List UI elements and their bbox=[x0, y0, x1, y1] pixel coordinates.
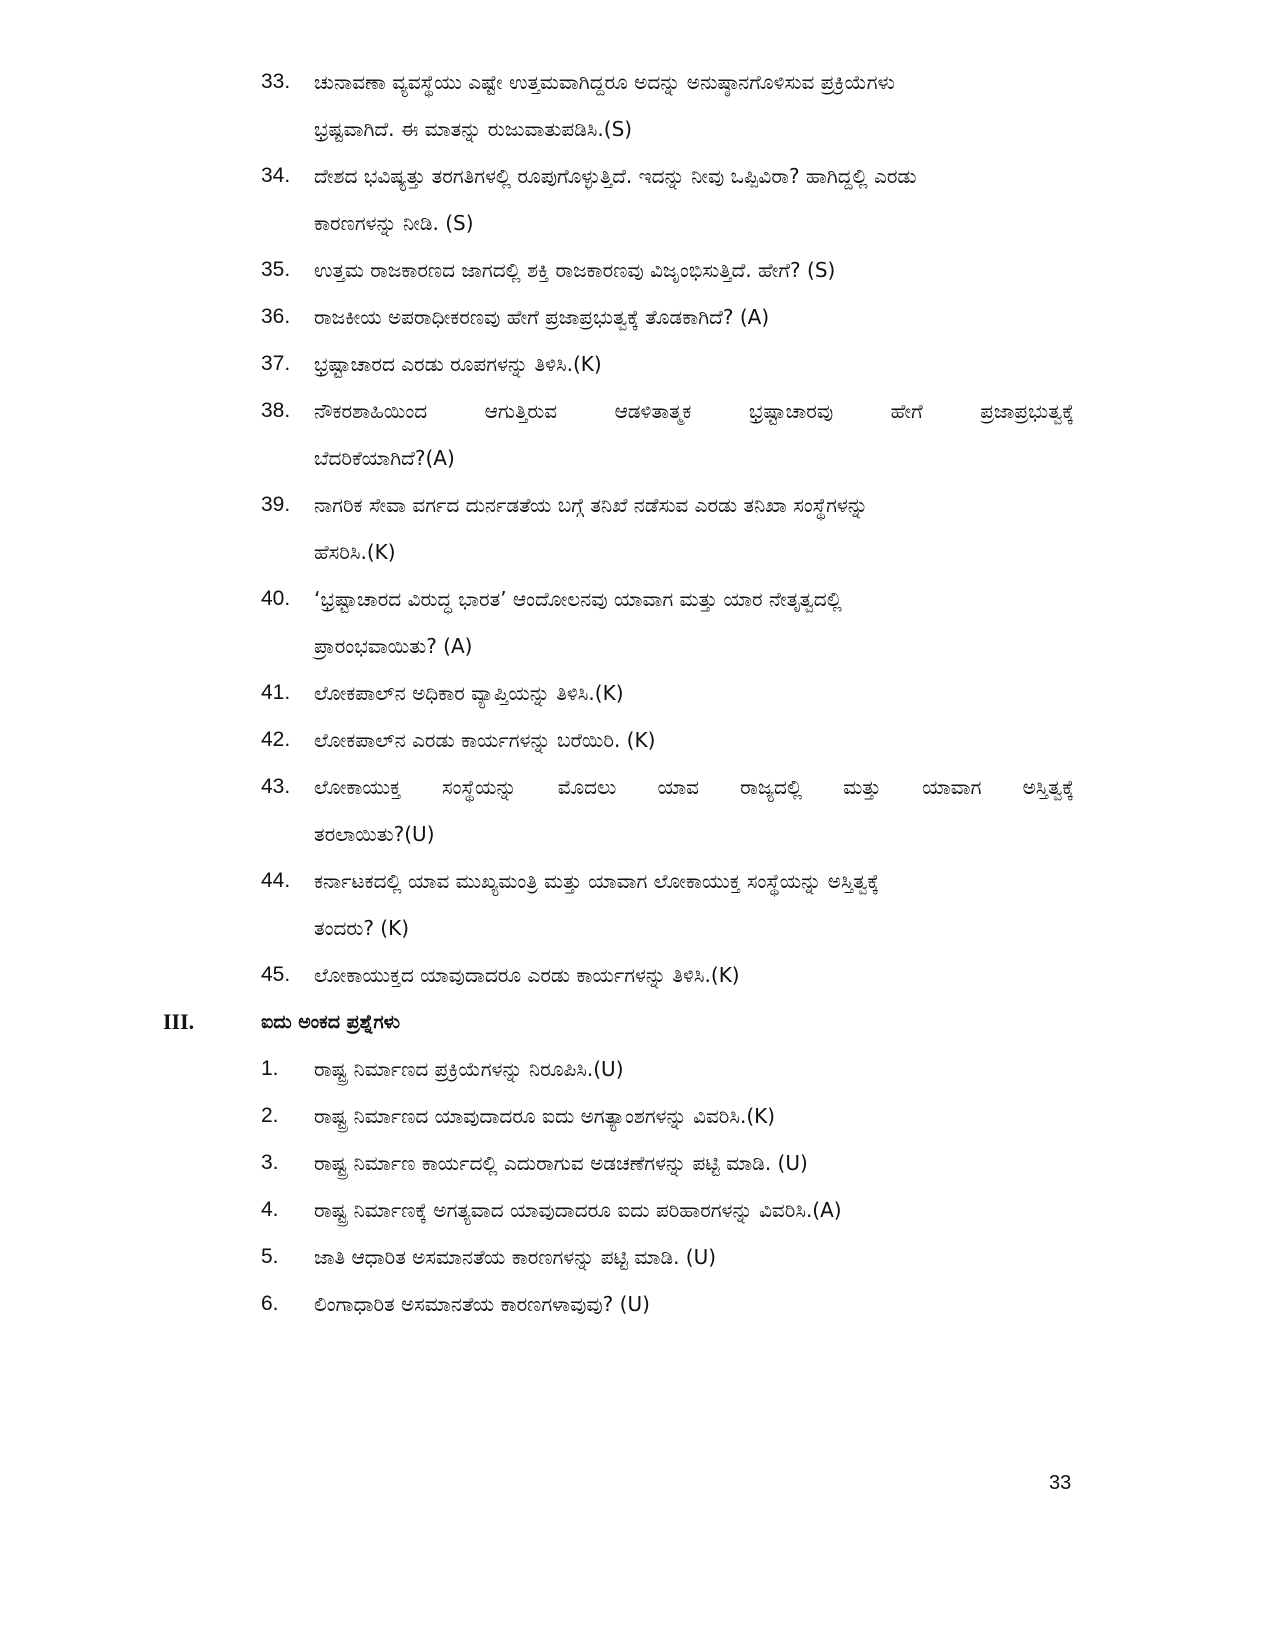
question-number: 37. bbox=[261, 352, 291, 375]
question-text-line: ತಂದರು? (K) bbox=[314, 916, 410, 940]
question-text-line: ‘ಭ್ರಷ್ಟಾಚಾರದ ವಿರುದ್ಧ ಭಾರತ’ ಆಂದೋಲನವು ಯಾವಾಗ ಮತ್ತು ಯಾರ ನೇತೃತ್ವದಲ್ಲಿ bbox=[314, 587, 842, 611]
question-text-line: ಉತ್ತಮ ರಾಜಕಾರಣದ ಜಾಗದಲ್ಲಿ ಶಕ್ತಿ ರಾಜಕಾರಣವು ವಿಜೃಂಭಿಸುತ್ತಿದೆ. ಹೇಗೆ? (S) bbox=[314, 258, 836, 282]
question-number: 39. bbox=[261, 493, 291, 516]
question-number: 35. bbox=[261, 258, 291, 281]
question-number: 41. bbox=[261, 681, 291, 704]
question-text-line: ಲೋಕಾಯುಕ್ತ ಸಂಸ್ಥೆಯನ್ನು ಮೊದಲು ಯಾವ ರಾಜ್ಯದಲ್ಲಿ ಮತ್ತು ಯಾವಾಗ ಅಸ್ತಿತ್ವಕ್ಕೆ bbox=[314, 775, 1074, 799]
question-text-line: ಹೆಸರಿಸಿ.(K) bbox=[314, 540, 396, 564]
question-text-line: ಭ್ರಷ್ಟವಾಗಿದೆ. ಈ ಮಾತನ್ನು ರುಜುವಾತುಪಡಿಸಿ.(S) bbox=[314, 117, 633, 141]
question-text-line: ಕರ್ನಾಟಕದಲ್ಲಿ ಯಾವ ಮುಖ್ಯಮಂತ್ರಿ ಮತ್ತು ಯಾವಾಗ ಲೋಕಾಯುಕ್ತ ಸಂಸ್ಥೆಯನ್ನು ಅಸ್ತಿತ್ವಕ್ಕೆ bbox=[314, 869, 880, 893]
question-text-line: ರಾಷ್ಟ್ರ ನಿರ್ಮಾಣ ಕಾರ್ಯದಲ್ಲಿ ಎದುರಾಗುವ ಅಡಚಣೆಗಳನ್ನು ಪಟ್ಟಿ ಮಾಡಿ. (U) bbox=[314, 1151, 808, 1175]
question-number: 1. bbox=[261, 1057, 279, 1080]
question-number: 4. bbox=[261, 1198, 279, 1221]
question-number: 38. bbox=[261, 399, 291, 422]
question-text-line: ಜಾತಿ ಆಧಾರಿತ ಅಸಮಾನತೆಯ ಕಾರಣಗಳನ್ನು ಪಟ್ಟಿ ಮಾಡಿ. (U) bbox=[314, 1245, 717, 1269]
question-number: 44. bbox=[261, 869, 291, 892]
question-text-line: ತರಲಾಯಿತು?(U) bbox=[314, 822, 435, 846]
question-text-line: ರಾಜಕೀಯ ಅಪರಾಧೀಕರಣವು ಹೇಗೆ ಪ್ರಜಾಪ್ರಭುತ್ವಕ್ಕೆ ತೊಡಕಾಗಿದೆ? (A) bbox=[314, 305, 770, 329]
section-title: ಐದು ಅಂಕದ ಪ್ರಶ್ನೆಗಳು bbox=[261, 1011, 400, 1033]
page-number: 33 bbox=[1049, 1472, 1072, 1494]
question-number: 33. bbox=[261, 70, 291, 93]
question-number: 3. bbox=[261, 1151, 279, 1174]
question-text-line: ಪ್ರಾರಂಭವಾಯಿತು? (A) bbox=[314, 634, 473, 658]
question-text-line: ಬೆದರಿಕೆಯಾಗಿದೆ?(A) bbox=[314, 446, 455, 470]
question-number: 36. bbox=[261, 305, 291, 328]
question-text-line: ಭ್ರಷ್ಟಾಚಾರದ ಎರಡು ರೂಪಗಳನ್ನು ತಿಳಿಸಿ.(K) bbox=[314, 352, 602, 376]
question-number: 5. bbox=[261, 1245, 279, 1268]
question-text-line: ರಾಷ್ಟ್ರ ನಿರ್ಮಾಣಕ್ಕೆ ಅಗತ್ಯವಾದ ಯಾವುದಾದರೂ ಐದು ಪರಿಹಾರಗಳನ್ನು ವಿವರಿಸಿ.(A) bbox=[314, 1198, 842, 1222]
question-text-line: ರಾಷ್ಟ್ರ ನಿರ್ಮಾಣದ ಯಾವುದಾದರೂ ಐದು ಅಗತ್ಯಾಂಶಗಳನ್ನು ವಿವರಿಸಿ.(K) bbox=[314, 1104, 776, 1128]
question-number: 2. bbox=[261, 1104, 279, 1127]
question-number: 40. bbox=[261, 587, 291, 610]
question-number: 34. bbox=[261, 164, 291, 187]
question-text-line: ಚುನಾವಣಾ ವ್ಯವಸ್ಥೆಯು ಎಷ್ಟೇ ಉತ್ತಮವಾಗಿದ್ದರೂ ಅದನ್ನು ಅನುಷ್ಠಾನಗೊಳಿಸುವ ಪ್ರಕ್ರಿಯೆಗಳು bbox=[314, 70, 895, 94]
question-text-line: ಲೋಕಪಾಲ್‌ನ ಎರಡು ಕಾರ್ಯಗಳನ್ನು ಬರೆಯಿರಿ. (K) bbox=[314, 728, 656, 752]
question-number: 6. bbox=[261, 1292, 279, 1315]
question-text-line: ಲಿಂಗಾಧಾರಿತ ಅಸಮಾನತೆಯ ಕಾರಣಗಳಾವುವು? (U) bbox=[314, 1292, 650, 1316]
question-text-line: ರಾಷ್ಟ್ರ ನಿರ್ಮಾಣದ ಪ್ರಕ್ರಿಯೆಗಳನ್ನು ನಿರೂಪಿಸಿ.(U) bbox=[314, 1057, 624, 1081]
question-text-line: ಲೋಕಪಾಲ್‌ನ ಅಧಿಕಾರ ವ್ಯಾಪ್ತಿಯನ್ನು ತಿಳಿಸಿ.(K) bbox=[314, 681, 624, 705]
question-text-line: ಕಾರಣಗಳನ್ನು ನೀಡಿ. (S) bbox=[314, 211, 474, 235]
question-text-line: ನಾಗರಿಕ ಸೇವಾ ವರ್ಗದ ದುರ್ನಡತೆಯ ಬಗ್ಗೆ ತನಿಖೆ ನಡೆಸುವ ಎರಡು ತನಿಖಾ ಸಂಸ್ಥೆಗಳನ್ನು bbox=[314, 493, 868, 517]
question-text-line: ಲೋಕಾಯುಕ್ತದ ಯಾವುದಾದರೂ ಎರಡು ಕಾರ್ಯಗಳನ್ನು ತಿಳಿಸಿ.(K) bbox=[314, 963, 740, 987]
question-text-line: ನೌಕರಶಾಹಿಯಿಂದ ಆಗುತ್ತಿರುವ ಆಡಳಿತಾತ್ಮಕ ಭ್ರಷ್ಟಾಚಾರವು ಹೇಗೆ ಪ್ರಜಾಪ್ರಭುತ್ವಕ್ಕೆ bbox=[314, 399, 1074, 423]
question-text-line: ದೇಶದ ಭವಿಷ್ಯತ್ತು ತರಗತಿಗಳಲ್ಲಿ ರೂಪುಗೊಳ್ಳುತ್ತಿದೆ. ಇದನ್ನು ನೀವು ಒಪ್ಪಿವಿರಾ? ಹಾಗಿದ್ದಲ್ಲಿ ಎರಡು bbox=[314, 164, 917, 188]
question-number: 43. bbox=[261, 775, 291, 798]
section-numeral: III. bbox=[163, 1009, 195, 1034]
question-number: 42. bbox=[261, 728, 291, 751]
question-number: 45. bbox=[261, 963, 291, 986]
